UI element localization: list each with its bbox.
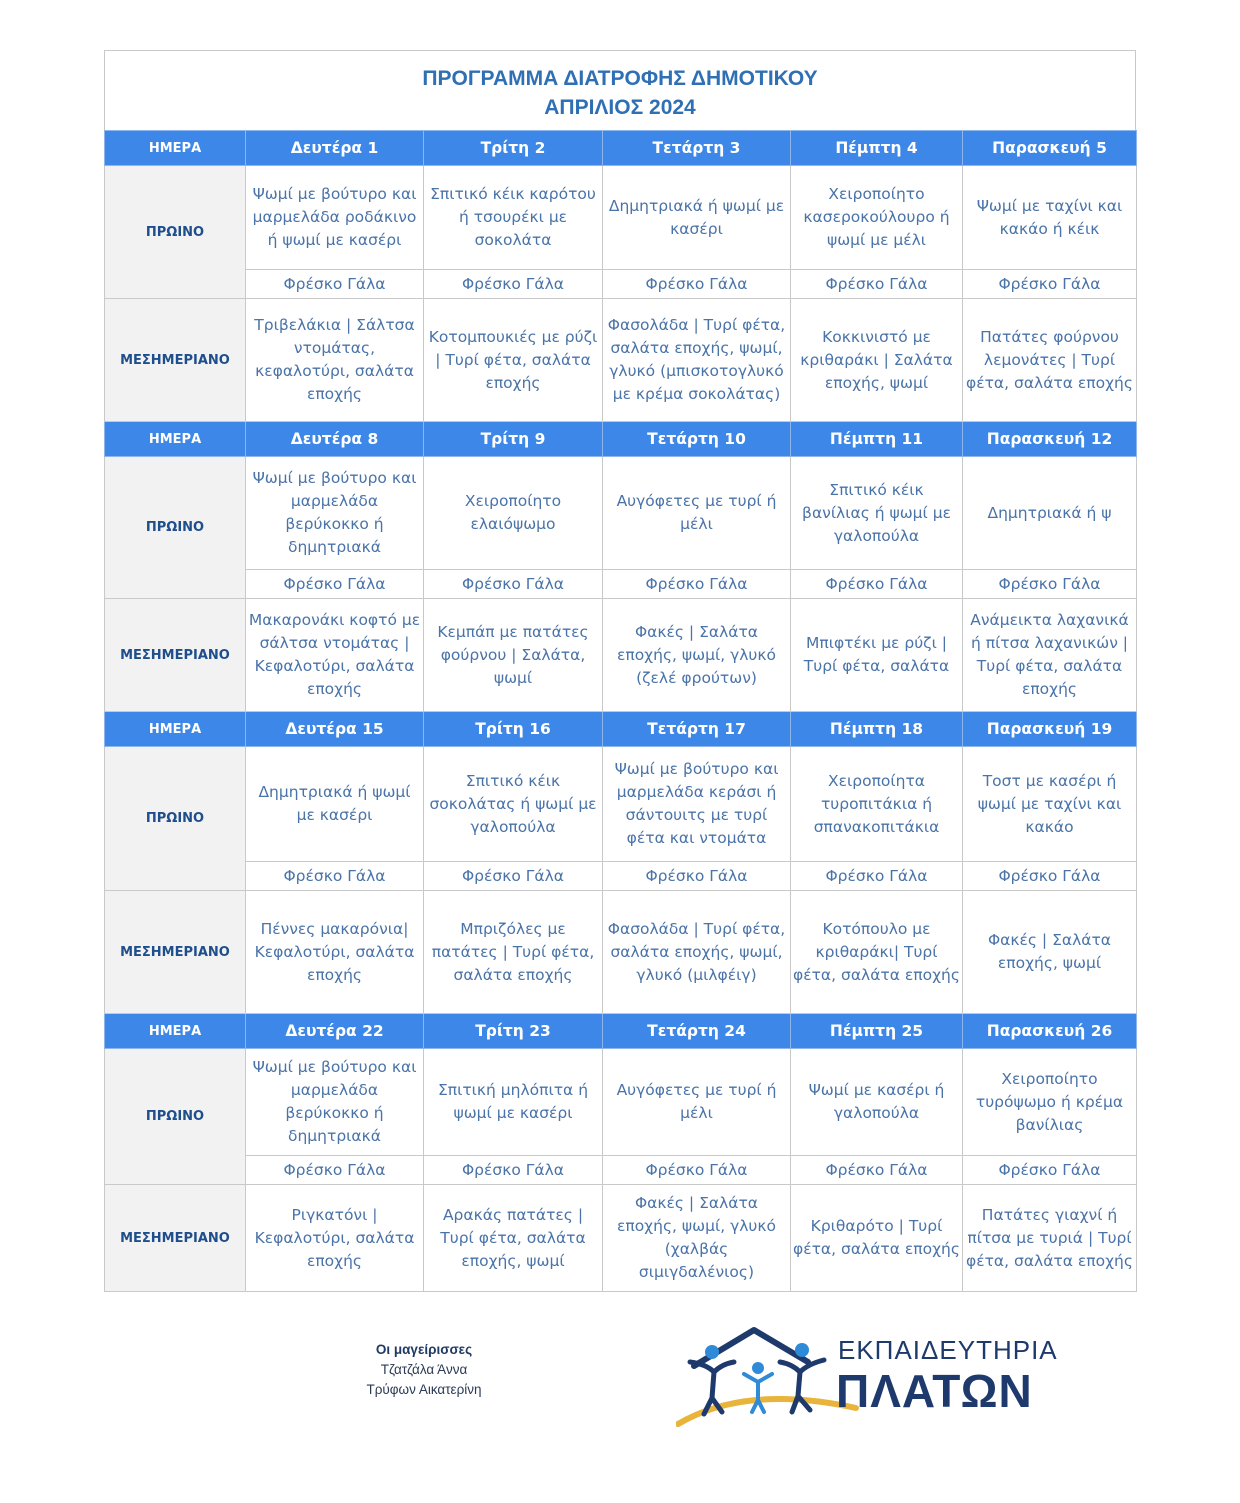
milk-cell: Φρέσκο Γάλα xyxy=(603,1156,791,1185)
day-name-cell: Παρασκευή 19 xyxy=(963,712,1137,747)
lunch-cell: Κριθαρότο | Τυρί φέτα, σαλάτα εποχής xyxy=(791,1185,963,1292)
logo-text-line-2: ΠΛΑΤΩΝ xyxy=(836,1365,1033,1417)
day-name-cell: Τρίτη 23 xyxy=(424,1014,603,1049)
breakfast-cell: Αυγόφετες με τυρί ή μέλι xyxy=(603,1049,791,1156)
milk-cell: Φρέσκο Γάλα xyxy=(791,270,963,299)
breakfast-cell: Ψωμί με βούτυρο και μαρμελάδα ροδάκινο ή ψωμί με κασέρι xyxy=(246,166,424,270)
breakfast-cell: Ψωμί με βούτυρο και μαρμελάδα κεράσι ή σάντουιτς με τυρί φέτα και ντομάτα xyxy=(603,747,791,862)
breakfast-label: ΠΡΩΙΝΟ xyxy=(105,1049,246,1185)
lunch-cell: Κοτόπουλο με κριθαράκι| Τυρί φέτα, σαλάτα εποχής xyxy=(791,891,963,1014)
breakfast-cell: Ψωμί με κασέρι ή γαλοπούλα xyxy=(791,1049,963,1156)
day-name-cell: Πέμπτη 11 xyxy=(791,422,963,457)
breakfast-row xyxy=(105,747,1137,862)
breakfast-cell: Δημητριακά ή ψ xyxy=(963,457,1137,570)
breakfast-row xyxy=(105,166,1137,270)
day-name-cell: Πέμπτη 4 xyxy=(791,131,963,166)
breakfast-cell: Χειροποίητα τυροπιτάκια ή σπανακοπιτάκια xyxy=(791,747,963,862)
breakfast-row xyxy=(105,1049,1137,1156)
breakfast-cell: Χειροποίητο τυρόψωμο ή κρέμα βανίλιας xyxy=(963,1049,1137,1156)
lunch-cell: Φακές | Σαλάτα εποχής, ψωμί, γλυκό (ζελέ φρούτων) xyxy=(603,599,791,712)
logo-text-line-1: ΕΚΠΑΙΔΕΥΤΗΡΙΑ xyxy=(838,1335,1058,1365)
day-name-cell: Τρίτη 16 xyxy=(424,712,603,747)
milk-cell: Φρέσκο Γάλα xyxy=(246,270,424,299)
lunch-row xyxy=(105,299,1137,422)
milk-cell: Φρέσκο Γάλα xyxy=(246,570,424,599)
cooks-heading: Οι μαγείρισσες xyxy=(375,1342,473,1357)
breakfast-label: ΠΡΩΙΝΟ xyxy=(105,747,246,891)
day-label: ΗΜΕΡΑ xyxy=(105,1014,246,1049)
milk-cell: Φρέσκο Γάλα xyxy=(424,570,603,599)
lunch-row xyxy=(105,1185,1137,1292)
breakfast-label: ΠΡΩΙΝΟ xyxy=(105,166,246,299)
lunch-cell: Ριγκατόνι | Κεφαλοτύρι, σαλάτα εποχής xyxy=(246,1185,424,1292)
breakfast-cell: Χειροποίητο ελαιόψωμο xyxy=(424,457,603,570)
day-name-cell: Τετάρτη 3 xyxy=(603,131,791,166)
lunch-cell: Πέννες μακαρόνια| Κεφαλοτύρι, σαλάτα εποχής xyxy=(246,891,424,1014)
title-line-1: ΠΡΟΓΡΑΜΜΑ ΔΙΑΤΡΟΦΗΣ ΔΗΜΟΤΙΚΟΥ xyxy=(422,67,818,90)
cook-name-2: Τρύφων Αικατερίνη xyxy=(366,1382,482,1397)
lunch-row xyxy=(105,599,1137,712)
milk-cell: Φρέσκο Γάλα xyxy=(963,862,1137,891)
lunch-label: ΜΕΣΗΜΕΡΙΑΝΟ xyxy=(105,891,246,1014)
breakfast-cell: Σπιτικό κέικ βανίλιας ή ψωμί με γαλοπούλα xyxy=(791,457,963,570)
breakfast-cell: Αυγόφετες με τυρί ή μέλι xyxy=(603,457,791,570)
day-name-cell: Παρασκευή 12 xyxy=(963,422,1137,457)
breakfast-row xyxy=(105,457,1137,570)
menu-sheet xyxy=(104,50,1136,1292)
breakfast-cell: Δημητριακά ή ψωμί με κασέρι xyxy=(246,747,424,862)
milk-cell: Φρέσκο Γάλα xyxy=(246,1156,424,1185)
milk-cell: Φρέσκο Γάλα xyxy=(424,270,603,299)
milk-cell: Φρέσκο Γάλα xyxy=(424,1156,603,1185)
milk-cell: Φρέσκο Γάλα xyxy=(603,270,791,299)
day-name-cell: Δευτέρα 8 xyxy=(246,422,424,457)
lunch-cell: Αρακάς πατάτες | Τυρί φέτα, σαλάτα εποχής, ψωμί xyxy=(424,1185,603,1292)
cooks-signature xyxy=(324,1340,524,1400)
day-name-cell: Δευτέρα 22 xyxy=(246,1014,424,1049)
lunch-cell: Ανάμεικτα λαχανικά ή πίτσα λαχανικών | Τυρί φέτα, σαλάτα εποχής xyxy=(963,599,1137,712)
day-name-cell: Δευτέρα 15 xyxy=(246,712,424,747)
breakfast-cell: Σπιτικό κέικ σοκολάτας ή ψωμί με γαλοπούλα xyxy=(424,747,603,862)
lunch-row xyxy=(105,891,1137,1014)
lunch-cell: Κοκκινιστό με κριθαράκι | Σαλάτα εποχής, ψωμί xyxy=(791,299,963,422)
day-label: ΗΜΕΡΑ xyxy=(105,422,246,457)
day-name-cell: Τρίτη 9 xyxy=(424,422,603,457)
milk-cell: Φρέσκο Γάλα xyxy=(603,862,791,891)
milk-cell: Φρέσκο Γάλα xyxy=(963,270,1137,299)
milk-row xyxy=(105,270,1137,299)
milk-cell: Φρέσκο Γάλα xyxy=(424,862,603,891)
milk-row xyxy=(105,862,1137,891)
lunch-cell: Φασολάδα | Τυρί φέτα, σαλάτα εποχής, ψωμί, γλυκό (μπισκοτογλυκό με κρέμα σοκολάτας) xyxy=(603,299,791,422)
milk-cell: Φρέσκο Γάλα xyxy=(963,1156,1137,1185)
milk-cell: Φρέσκο Γάλα xyxy=(791,570,963,599)
milk-cell: Φρέσκο Γάλα xyxy=(963,570,1137,599)
day-name-cell: Παρασκευή 26 xyxy=(963,1014,1137,1049)
lunch-cell: Πατάτες γιαχνί ή πίτσα με τυριά | Τυρί φέτα, σαλάτα εποχής xyxy=(963,1185,1137,1292)
day-name-cell: Τετάρτη 10 xyxy=(603,422,791,457)
breakfast-label: ΠΡΩΙΝΟ xyxy=(105,457,246,599)
day-name-cell: Τετάρτη 17 xyxy=(603,712,791,747)
breakfast-cell: Ψωμί με βούτυρο και μαρμελάδα βερύκοκκο ή δημητριακά xyxy=(246,457,424,570)
lunch-cell: Πατάτες φούρνου λεμονάτες | Τυρί φέτα, σαλάτα εποχής xyxy=(963,299,1137,422)
menu-title xyxy=(104,50,1136,130)
title-line-2: ΑΠΡΙΛΙΟΣ 2024 xyxy=(544,96,696,119)
lunch-label: ΜΕΣΗΜΕΡΙΑΝΟ xyxy=(105,299,246,422)
milk-row xyxy=(105,570,1137,599)
breakfast-cell: Τοστ με κασέρι ή ψωμί με ταχίνι και κακάο xyxy=(963,747,1137,862)
day-name-cell: Τετάρτη 24 xyxy=(603,1014,791,1049)
day-header-row xyxy=(105,131,1137,166)
day-name-cell: Πέμπτη 25 xyxy=(791,1014,963,1049)
lunch-cell: Κοτομπουκιές με ρύζι | Τυρί φέτα, σαλάτα εποχής xyxy=(424,299,603,422)
lunch-label: ΜΕΣΗΜΕΡΙΑΝΟ xyxy=(105,599,246,712)
breakfast-cell: Ψωμί με ταχίνι και κακάο ή κέικ xyxy=(963,166,1137,270)
lunch-cell: Φακές | Σαλάτα εποχής, ψωμί, γλυκό (χαλβάς σιμιγδαλένιος) xyxy=(603,1185,791,1292)
day-name-cell: Δευτέρα 1 xyxy=(246,131,424,166)
day-label: ΗΜΕΡΑ xyxy=(105,712,246,747)
lunch-label: ΜΕΣΗΜΕΡΙΑΝΟ xyxy=(105,1185,246,1292)
milk-row xyxy=(105,1156,1137,1185)
lunch-cell: Μακαρονάκι κοφτό με σάλτσα ντομάτας | Κεφαλοτύρι, σαλάτα εποχής xyxy=(246,599,424,712)
menu-table xyxy=(104,130,1137,1292)
milk-cell: Φρέσκο Γάλα xyxy=(791,1156,963,1185)
breakfast-cell: Δημητριακά ή ψωμί με κασέρι xyxy=(603,166,791,270)
day-header-row xyxy=(105,422,1137,457)
day-header-row xyxy=(105,1014,1137,1049)
breakfast-cell: Ψωμί με βούτυρο και μαρμελάδα βερύκοκκο ή δημητριακά xyxy=(246,1049,424,1156)
milk-cell: Φρέσκο Γάλα xyxy=(246,862,424,891)
lunch-cell: Φακές | Σαλάτα εποχής, ψωμί xyxy=(963,891,1137,1014)
day-label: ΗΜΕΡΑ xyxy=(105,131,246,166)
day-name-cell: Τρίτη 2 xyxy=(424,131,603,166)
lunch-cell: Μπριζόλες με πατάτες | Τυρί φέτα, σαλάτα εποχής xyxy=(424,891,603,1014)
lunch-cell: Μπιφτέκι με ρύζι | Τυρί φέτα, σαλάτα xyxy=(791,599,963,712)
lunch-cell: Φασολάδα | Τυρί φέτα, σαλάτα εποχής, ψωμί, γλυκό (μιλφέιγ) xyxy=(603,891,791,1014)
milk-cell: Φρέσκο Γάλα xyxy=(603,570,791,599)
day-header-row xyxy=(105,712,1137,747)
milk-cell: Φρέσκο Γάλα xyxy=(791,862,963,891)
breakfast-cell: Σπιτικό κέικ καρότου ή τσουρέκι με σοκολάτα xyxy=(424,166,603,270)
day-name-cell: Πέμπτη 18 xyxy=(791,712,963,747)
breakfast-cell: Χειροποίητο κασεροκούλουρο ή ψωμί με μέλι xyxy=(791,166,963,270)
lunch-cell: Κεμπάπ με πατάτες φούρνου | Σαλάτα, ψωμί xyxy=(424,599,603,712)
lunch-cell: Τριβελάκια | Σάλτσα ντομάτας, κεφαλοτύρι, σαλάτα εποχής xyxy=(246,299,424,422)
day-name-cell: Παρασκευή 5 xyxy=(963,131,1137,166)
cook-name-1: Τζατζάλα Άννα xyxy=(380,1362,468,1377)
breakfast-cell: Σπιτική μηλόπιτα ή ψωμί με κασέρι xyxy=(424,1049,603,1156)
